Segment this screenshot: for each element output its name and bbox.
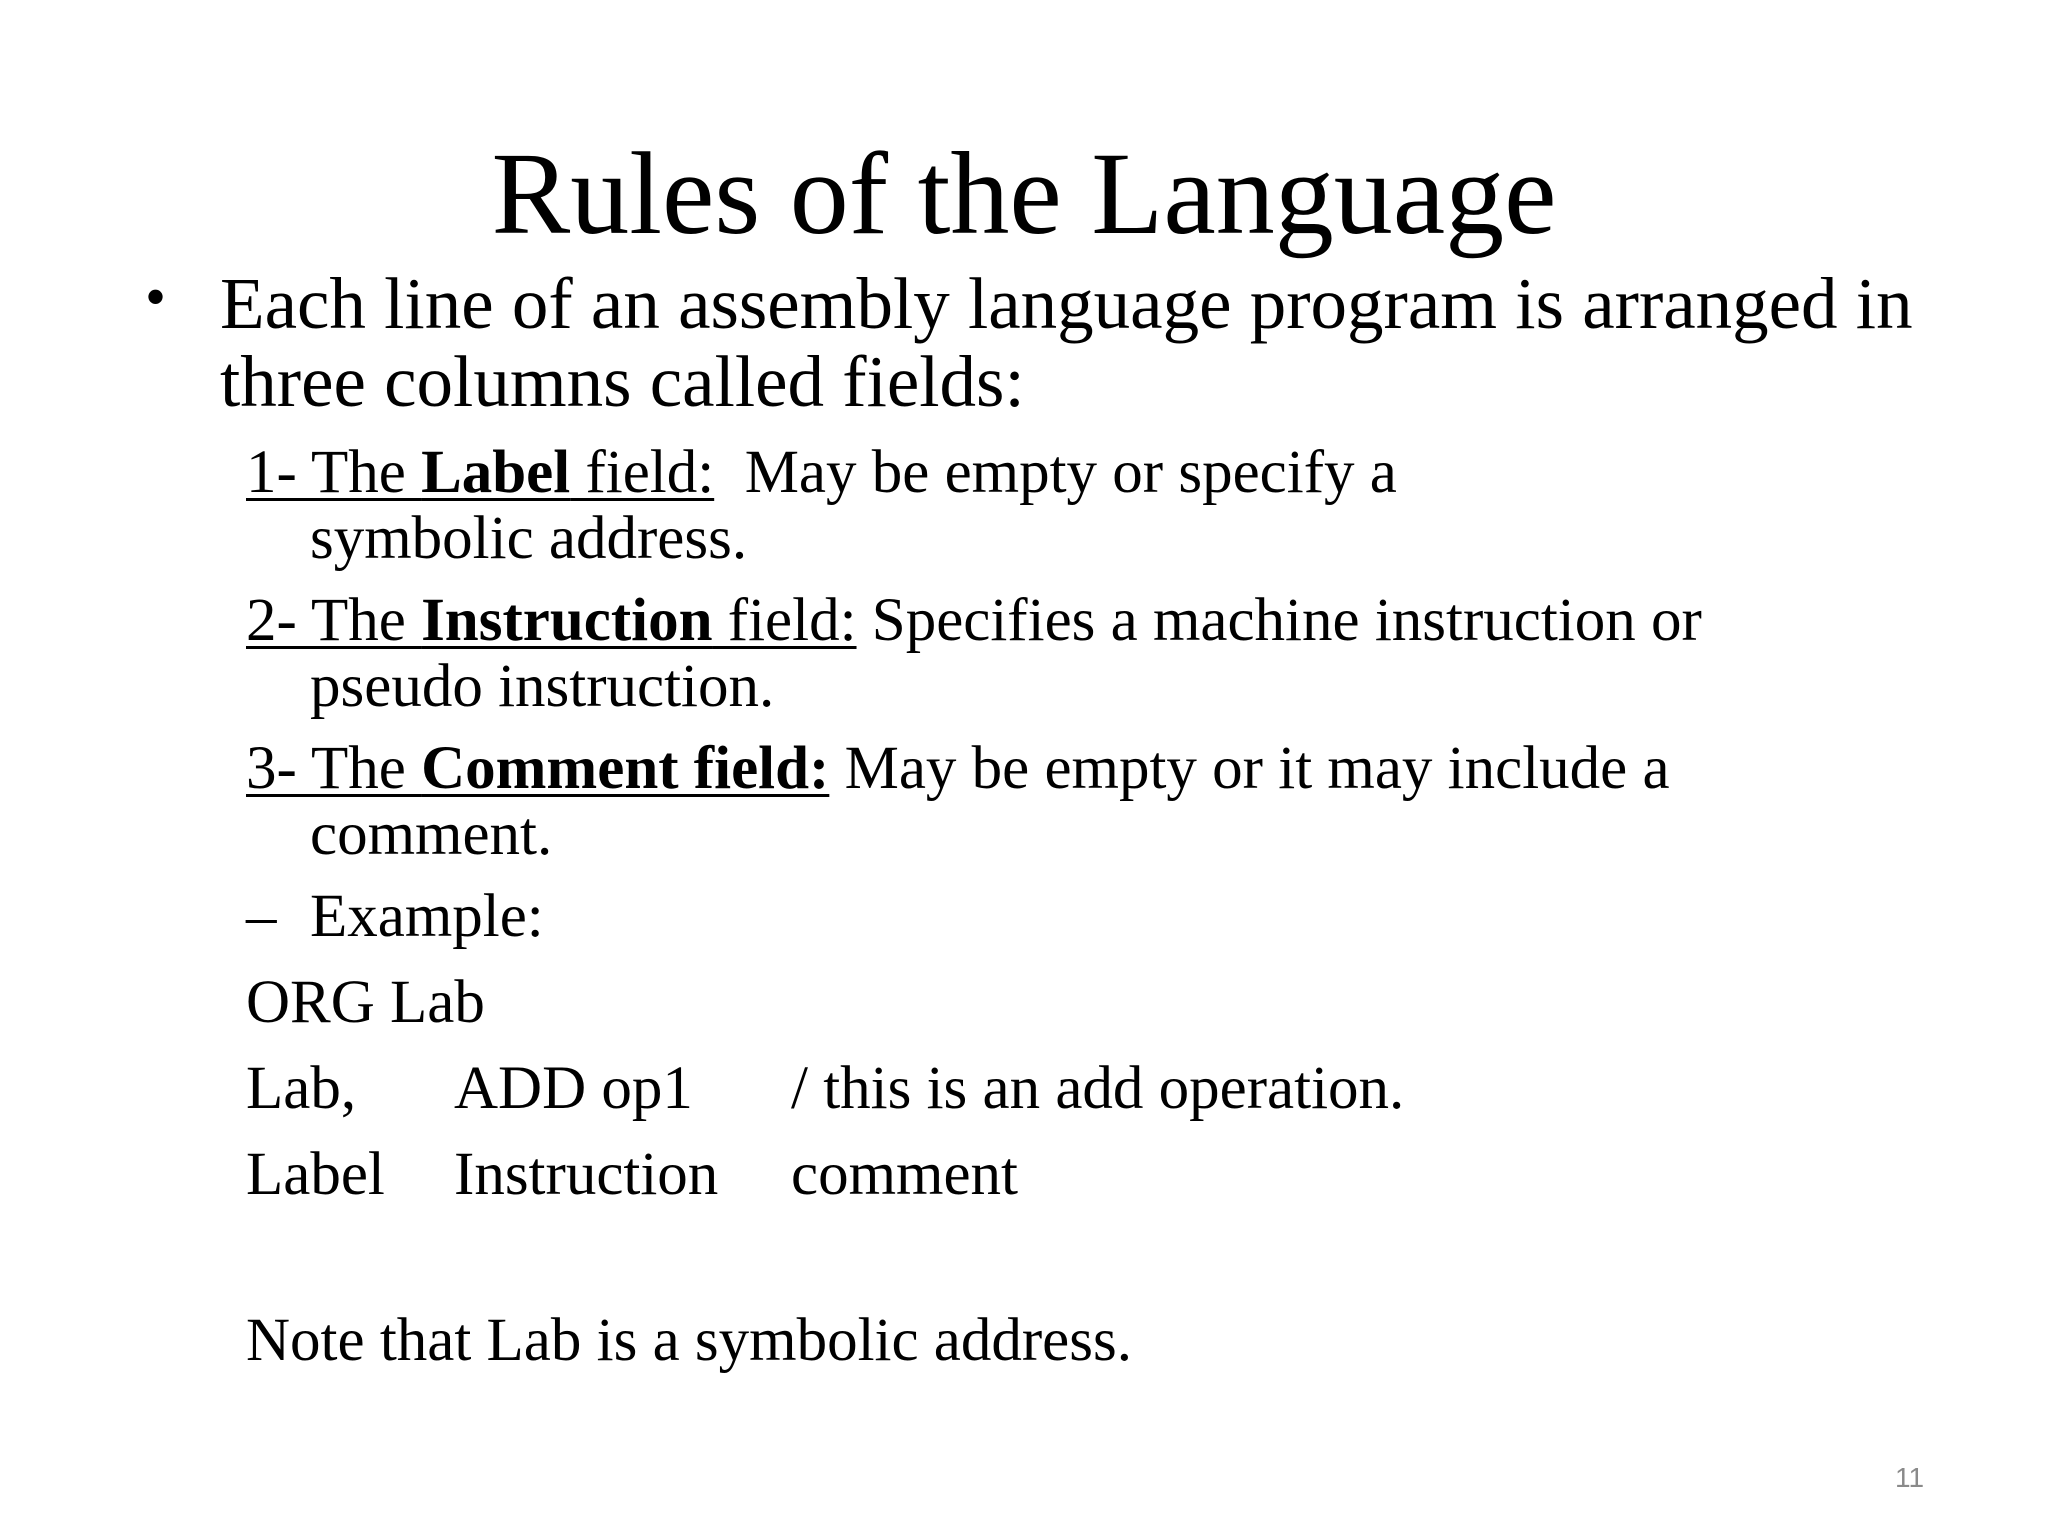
dash-bullet-icon: – (246, 883, 277, 950)
field-name: Label (421, 439, 571, 506)
example-heading (246, 884, 544, 950)
code-instruction: ADD op1 (454, 1055, 693, 1122)
field-description: May be empty or specify a (714, 439, 1397, 506)
field-description-continued: pseudo instruction. (310, 653, 775, 720)
field-description-continued: symbolic address. (310, 505, 748, 572)
field-heading: 2- The Instruction field: (246, 587, 857, 654)
field-name: Instruction (421, 587, 713, 654)
field-heading: 1- The Label field: (246, 439, 715, 506)
header-comment: comment (791, 1141, 1018, 1208)
field-item-instruction (246, 588, 1702, 720)
note-text: Note that Lab is a symbolic address. (246, 1307, 1132, 1374)
code-line-org: ORG Lab (246, 969, 485, 1036)
header-label: Label (246, 1141, 385, 1208)
slide-title: Rules of the Language (491, 128, 1557, 259)
code-comment: / this is an add operation. (791, 1055, 1405, 1122)
code-label: Lab, (246, 1055, 357, 1122)
field-description-continued: comment. (310, 801, 553, 868)
field-description: Specifies a machine instruction or (856, 587, 1702, 654)
code-line-headers (246, 1142, 1746, 1208)
main-bullet (145, 265, 1945, 421)
field-item-label (246, 440, 1397, 572)
field-item-comment (246, 736, 1670, 868)
main-bullet-text: Each line of an assembly language program is arranged in three columns called fields: (220, 263, 1913, 422)
code-line-example (246, 1056, 1746, 1122)
field-heading: 3- The Comment field: (246, 735, 830, 802)
bullet-dot-icon: • (145, 264, 167, 330)
example-label: Example: (310, 883, 544, 950)
field-description: May be empty or it may include a (829, 735, 1670, 802)
page-number: 11 (1895, 1462, 1925, 1493)
field-name: Comment field: (421, 735, 830, 802)
header-instruction: Instruction (454, 1141, 719, 1208)
